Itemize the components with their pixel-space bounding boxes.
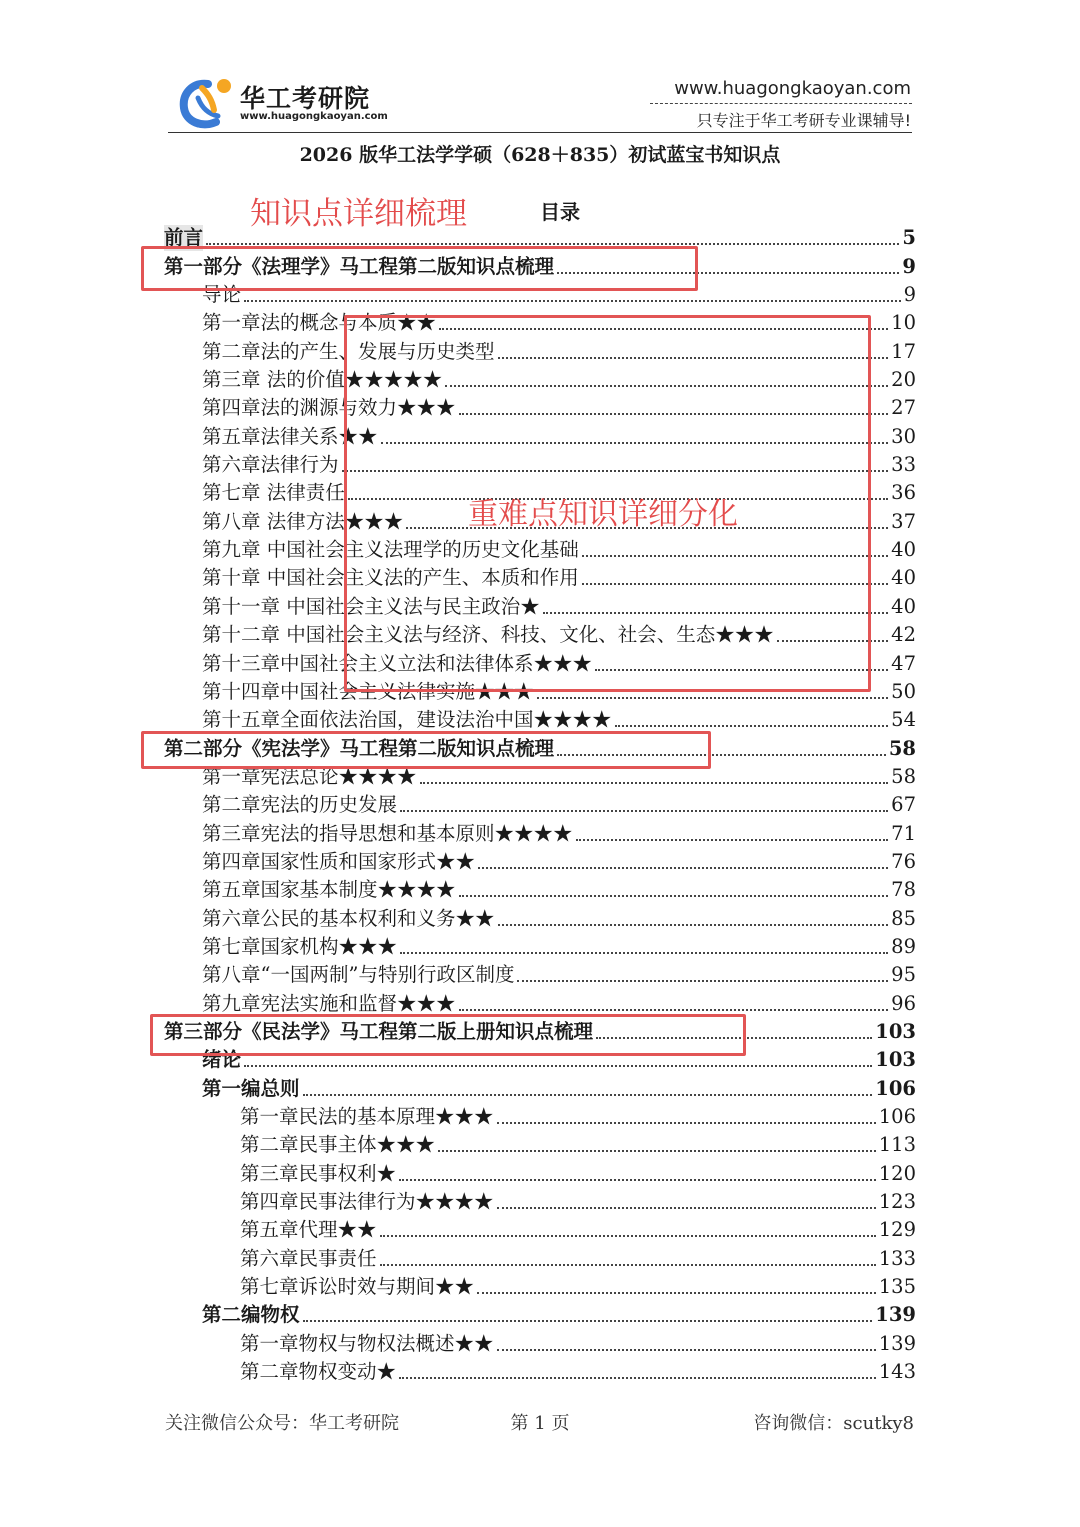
toc-entry-page: 36	[891, 481, 916, 505]
toc-entry-page: 10	[891, 311, 916, 335]
toc-entry-page: 89	[891, 934, 916, 958]
highlight-box-part-2	[141, 731, 711, 769]
toc-entry-page: 27	[891, 396, 916, 420]
toc-entry-title: 第三章民事权利★	[240, 1161, 397, 1185]
toc-entry-title: 第十三章中国社会主义立法和法律体系★★★	[202, 651, 593, 675]
toc-entry-title: 第一章民法的基本原理★★★	[240, 1105, 494, 1128]
toc-entry-page: 40	[891, 594, 916, 618]
toc-entry-title: 第十二章 中国社会主义法与经济、科技、文化、社会、生态★★★	[202, 623, 774, 647]
toc-entry[interactable]	[0, 818, 1080, 846]
toc-entry-title: 第五章法律关系★★	[202, 424, 378, 448]
toc-entry[interactable]	[0, 790, 1080, 818]
toc-entry-page: 78	[891, 878, 916, 902]
toc-entry-title: 第四章国家性质和国家形式★★	[202, 849, 476, 873]
toc-entry[interactable]	[0, 1073, 1080, 1101]
toc-dot-leader	[399, 1377, 876, 1379]
toc-dot-leader	[537, 697, 889, 699]
toc-entry-page: 37	[891, 509, 916, 533]
toc-entry-title: 第九章宪法实施和监督★★★	[202, 991, 456, 1015]
toc-entry-page: 20	[891, 368, 916, 392]
toc-entry-title: 第二部分《宪法学》马工程第二版知识点梳理	[164, 736, 555, 760]
toc-entry-page: 106	[878, 1105, 916, 1128]
toc-entry-title: 第六章法律行为	[202, 453, 339, 477]
toc-dot-leader	[497, 1349, 876, 1351]
toc-entry-title: 第十章 中国社会主义法的产生、本质和作用	[202, 566, 579, 590]
toc-dot-leader	[615, 725, 889, 727]
toc-entry[interactable]	[0, 705, 1080, 733]
toc-entry-page: 54	[891, 708, 916, 732]
document-title: 2026 版华工法学学硕（628＋835）初试蓝宝书知识点	[299, 144, 781, 166]
annotation-key-points: 重难点知识详细分化	[468, 497, 738, 532]
toc-dot-leader	[438, 1150, 876, 1152]
toc-dot-leader	[244, 300, 901, 302]
toc-entry-page: 9	[903, 283, 916, 307]
toc-entry-page: 50	[891, 679, 916, 703]
footer-wechat-account: 关注微信公众号：华工考研院	[165, 1413, 399, 1434]
toc-dot-leader	[380, 1235, 876, 1237]
toc-entry-title: 第四章民事法律行为★★★★	[240, 1190, 494, 1214]
logo-swirl-icon	[178, 76, 236, 132]
toc-entry-title: 第五章代理★★	[240, 1218, 377, 1242]
toc-entry[interactable]	[0, 1102, 1080, 1130]
toc-entry-page: 129	[878, 1218, 916, 1242]
header-rule	[168, 132, 912, 133]
toc-entry-title: 第六章民事责任	[240, 1246, 377, 1270]
site-url[interactable]: www.huagongkaoyan.com	[674, 78, 911, 99]
toc-entry-title: 第一章物权与物权法概述★★	[240, 1331, 494, 1355]
toc-entry-page: 103	[875, 1019, 916, 1043]
toc-dot-leader	[478, 867, 888, 869]
toc-entry[interactable]	[0, 960, 1080, 988]
toc-dot-leader	[576, 839, 889, 841]
toc-entry-page: 113	[878, 1133, 916, 1157]
toc-entry-title: 第二章民事主体★★★	[240, 1133, 436, 1157]
toc-entry-page: 5	[902, 226, 916, 250]
toc-title: 目录	[540, 200, 580, 224]
toc-dot-leader	[399, 1179, 876, 1181]
toc-entry-title: 第三部分《民法学》马工程第二版上册知识点梳理	[164, 1019, 594, 1043]
toc-entry-page: 123	[878, 1190, 916, 1214]
toc-entry-title: 第十一章 中国社会主义法与民主政治★	[202, 594, 540, 618]
toc-entry-title: 第八章 法律方法★★★	[202, 509, 404, 533]
toc-entry[interactable]	[0, 1300, 1080, 1328]
toc-entry-page: 40	[891, 538, 916, 562]
highlight-box-part-3	[150, 1014, 746, 1056]
toc-entry-page: 76	[891, 849, 916, 873]
slogan: 只专注于华工考研专业课辅导!	[696, 111, 911, 130]
toc-entry-title: 第五章国家基本制度★★★★	[202, 878, 456, 902]
toc-entry-page: 106	[875, 1076, 916, 1100]
toc-entry-page: 143	[878, 1360, 916, 1384]
toc-entry-page: 58	[891, 764, 916, 788]
footer-page-number: 第 1 页	[510, 1413, 570, 1434]
toc-dot-leader	[303, 1320, 873, 1322]
toc-entry-title: 第三章 法的价值★★★★★	[202, 368, 443, 392]
toc-entry-page: 139	[878, 1331, 916, 1355]
annotation-detailed-review: 知识点详细梳理	[250, 196, 467, 232]
toc-entry[interactable]	[0, 932, 1080, 960]
highlight-box-part-1	[141, 246, 698, 291]
toc-entry-page: 120	[878, 1161, 916, 1185]
logo	[178, 76, 398, 132]
toc-entry[interactable]	[0, 847, 1080, 875]
toc-dot-leader	[497, 1207, 876, 1209]
toc-entry-title: 第六章公民的基本权利和义务★★	[202, 906, 495, 930]
toc-entry-page: 96	[891, 991, 916, 1015]
toc-entry-title: 第七章诉讼时效与期间★★	[240, 1275, 475, 1299]
toc-entry-page: 133	[878, 1246, 916, 1270]
toc-entry[interactable]	[0, 1328, 1080, 1356]
toc-entry-title: 第一部分《法理学》马工程第二版知识点梳理	[164, 254, 555, 278]
toc-entry-title: 第二章宪法的历史发展	[202, 793, 398, 817]
toc-entry[interactable]	[0, 875, 1080, 903]
toc-entry-page: 33	[891, 453, 916, 477]
toc-entry-page: 58	[888, 736, 916, 760]
toc-entry[interactable]	[0, 1158, 1080, 1186]
toc-dot-leader	[477, 1292, 876, 1294]
toc-entry-title: 第四章法的渊源与效力★★★	[202, 396, 456, 420]
footer-contact: 咨询微信：scutky8	[753, 1413, 914, 1434]
toc-entry[interactable]	[0, 1243, 1080, 1271]
toc-entry-page: 9	[902, 254, 916, 278]
toc-entry-title: 绪论	[202, 1048, 242, 1072]
toc-entry-page: 71	[891, 821, 916, 845]
toc-entry-page: 17	[891, 339, 916, 363]
toc-entry[interactable]	[0, 1272, 1080, 1300]
toc-entry-page: 85	[891, 906, 916, 930]
toc-entry-title: 第九章 中国社会主义法理学的历史文化基础	[202, 538, 579, 562]
toc-entry-page: 67	[891, 793, 916, 817]
toc-dot-leader	[498, 924, 889, 926]
toc-entry[interactable]	[0, 1215, 1080, 1243]
logo-name: 华工考研院	[240, 84, 371, 113]
toc-dot-leader	[517, 980, 888, 982]
toc-entry-page: 103	[875, 1048, 916, 1072]
toc-entry-title: 第一章法的概念与本质★★	[202, 311, 437, 335]
toc-entry-page: 47	[891, 651, 916, 675]
toc-entry[interactable]	[0, 1130, 1080, 1158]
toc-dot-leader	[420, 782, 889, 784]
toc-entry[interactable]	[0, 1187, 1080, 1215]
toc-entry-title: 第二章法的产生、发展与历史类型	[202, 339, 495, 363]
header-dashed-divider	[650, 103, 912, 104]
toc-entry-title: 第七章 法律责任	[202, 481, 345, 505]
toc-entry-title: 导论	[202, 283, 242, 307]
toc-entry[interactable]	[0, 903, 1080, 931]
toc-dot-leader	[400, 952, 888, 954]
toc-entry[interactable]	[0, 988, 1080, 1016]
toc-entry-page: 139	[875, 1303, 916, 1327]
toc-entry-page: 30	[891, 424, 916, 448]
toc-entry-title: 第八章“一国两制”与特别行政区制度	[202, 963, 515, 987]
toc-entry-title: 第二章物权变动★	[240, 1360, 397, 1384]
toc-dot-leader	[400, 810, 888, 812]
toc-dot-leader	[380, 1264, 876, 1266]
toc-entry-title: 第三章宪法的指导思想和基本原则★★★★	[202, 821, 573, 845]
toc-entry-title: 第十五章全面依法治国，建设法治中国★★★★	[202, 708, 612, 732]
toc-entry-title: 第一编总则	[202, 1076, 300, 1100]
toc-entry-title: 第七章国家机构★★★	[202, 934, 398, 958]
toc-dot-leader	[459, 895, 889, 897]
toc-entry-page: 42	[891, 623, 916, 647]
toc-entry-title: 第一章宪法总论★★★★	[202, 764, 417, 788]
toc-entry-title: 第十四章中国社会主义法律实施★★★	[202, 679, 534, 703]
toc-entry-page: 40	[891, 566, 916, 590]
toc-entry-page: 95	[891, 963, 916, 987]
toc-dot-leader	[459, 1009, 889, 1011]
toc-entry-page: 135	[878, 1275, 916, 1299]
toc-dot-leader	[303, 1094, 873, 1096]
toc-entry-title: 前言	[164, 226, 204, 250]
toc-entry-title: 第二编物权	[202, 1303, 300, 1327]
logo-url: www.huagongkaoyan.com	[240, 111, 388, 122]
toc-dot-leader	[497, 1122, 876, 1124]
toc-entry[interactable]	[0, 1357, 1080, 1385]
toc-dot-leader	[244, 1065, 872, 1067]
